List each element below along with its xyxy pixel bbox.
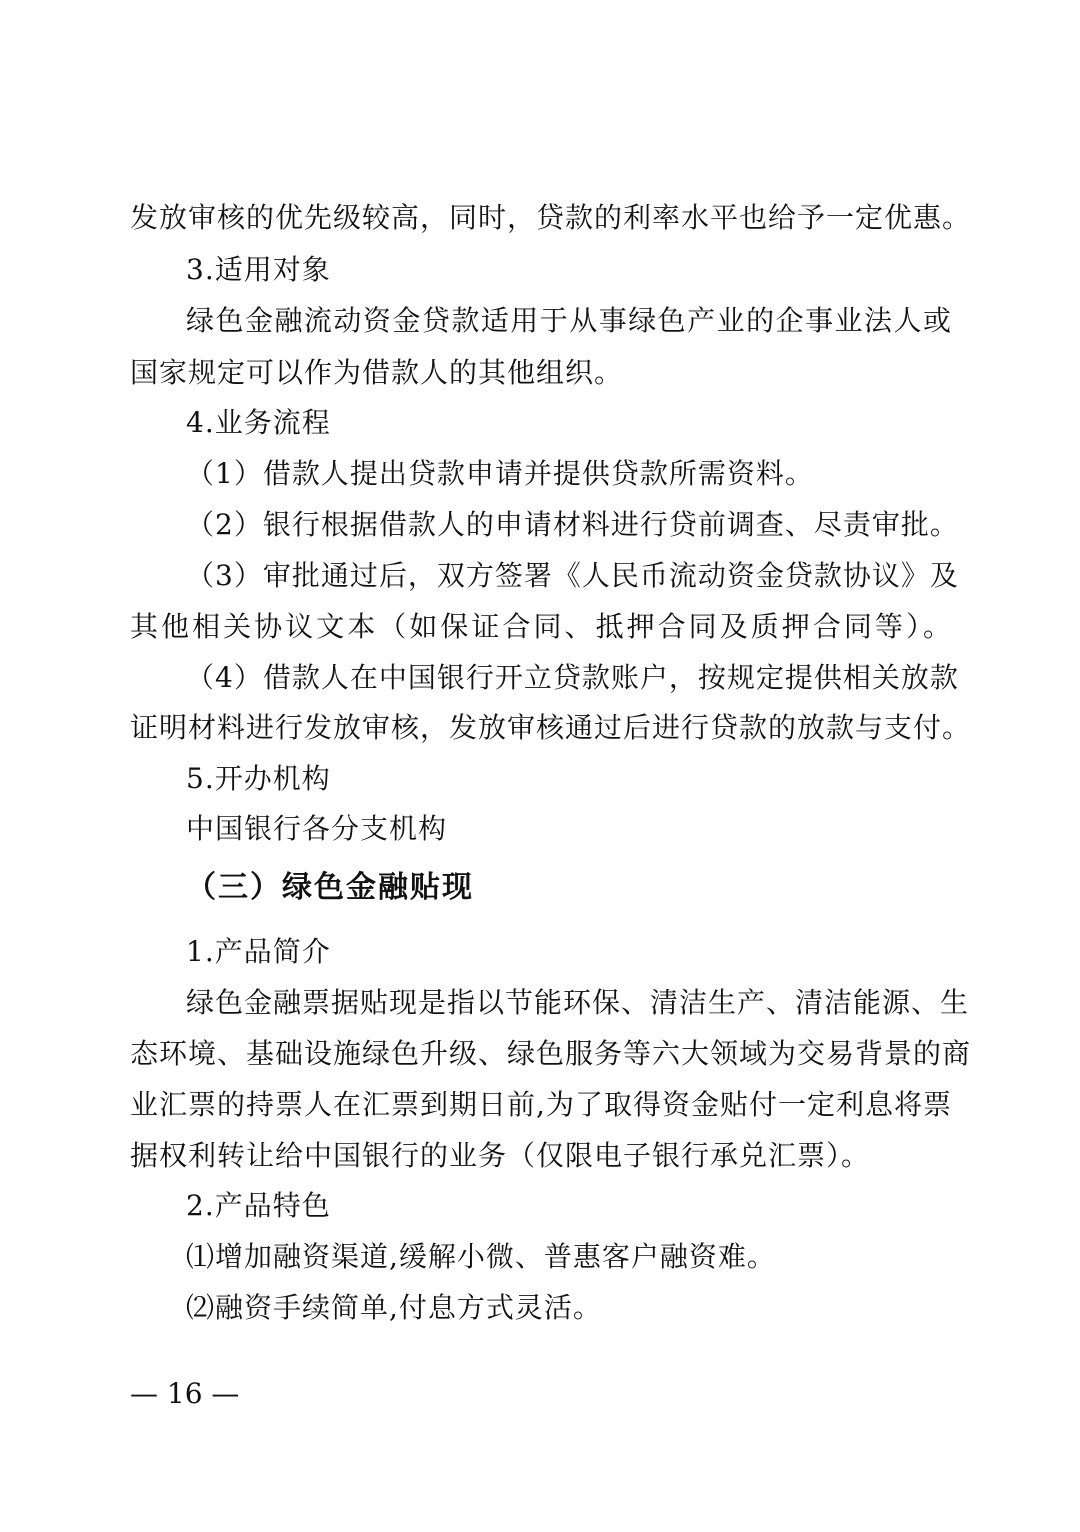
item-heading: 3.适用对象 [186, 253, 331, 286]
item-heading: 4.业务流程 [186, 406, 331, 439]
body-text-line: 中国银行各分支机构 [186, 812, 448, 845]
body-text-line: 绿色金融票据贴现是指以节能环保、清洁生产、清洁能源、生 [186, 986, 970, 1019]
item-heading: 1.产品简介 [186, 935, 331, 968]
body-text-line: 绿色金融流动资金贷款适用于从事绿色产业的企事业法人或 [186, 304, 952, 337]
body-text-line: 发放审核的优先级较高，同时，贷款的利率水平也给予一定优惠。 [130, 201, 972, 234]
body-text-line: 其他相关协议文本（如保证合同、抵押合同及质押合同等）。 [130, 610, 952, 643]
body-text-line: 据权利转让给中国银行的业务（仅限电子银行承兑汇票）。 [130, 1139, 871, 1172]
body-text-line: 国家规定可以作为借款人的其他组织。 [130, 356, 624, 389]
body-text-line: 业汇票的持票人在汇票到期日前,为了取得资金贴付一定利息将票 [130, 1088, 952, 1121]
list-item: （3）审批通过后，双方签署《人民币流动资金贷款协议》及 [186, 559, 959, 592]
page-number: — 16 — [130, 1377, 240, 1410]
list-item: ⑴增加融资渠道,缓解小微、普惠客户融资难。 [186, 1240, 776, 1273]
item-heading: 5.开办机构 [186, 762, 331, 795]
list-item: （1）借款人提出贷款申请并提供贷款所需资料。 [186, 457, 814, 490]
body-text-line: 证明材料进行发放审核，发放审核通过后进行贷款的放款与支付。 [130, 711, 972, 744]
body-text-line: 态环境、基础设施绿色升级、绿色服务等六大领域为交易背景的商 [130, 1037, 972, 1070]
item-heading: 2.产品特色 [186, 1189, 331, 1222]
section-heading: （三）绿色金融贴现 [186, 870, 474, 905]
list-item: （2）银行根据借款人的申请材料进行贷前调查、尽责审批。 [186, 508, 959, 541]
list-item: ⑵融资手续简单,付息方式灵活。 [186, 1291, 602, 1324]
list-item: （4）借款人在中国银行开立贷款账户，按规定提供相关放款 [186, 661, 959, 694]
